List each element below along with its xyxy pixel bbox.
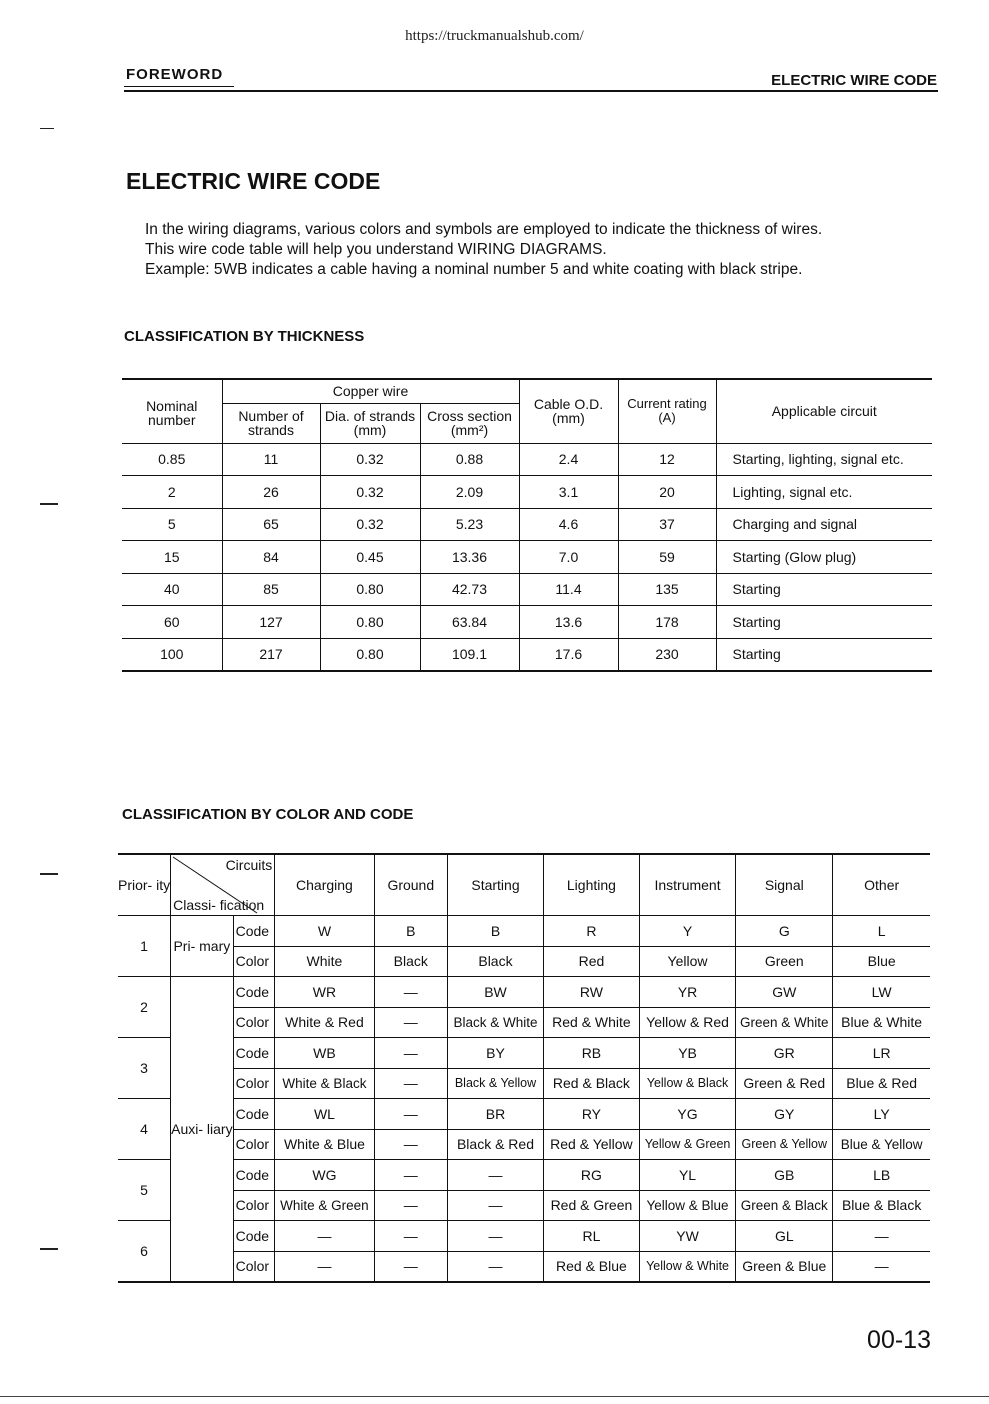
color-value-cell: White & Blue — [275, 1129, 374, 1160]
color-table-row — [118, 1251, 930, 1282]
color-value-cell: Green & Yellow — [736, 1129, 833, 1160]
thickness-table — [122, 378, 932, 672]
code-value-cell: RL — [544, 1221, 640, 1252]
code-value-cell: B — [447, 916, 543, 947]
code-value-cell: Y — [639, 916, 735, 947]
intro-paragraph — [145, 220, 822, 280]
color-value-cell: Black — [447, 946, 543, 977]
code-value-cell: — — [447, 1160, 543, 1191]
color-value-cell: Yellow & White — [639, 1251, 735, 1282]
thickness-cell: 26 — [222, 476, 320, 509]
color-value-cell: White — [275, 946, 374, 977]
color-value-cell: Blue — [833, 946, 930, 977]
color-value-cell: Red — [544, 946, 640, 977]
thickness-row — [122, 541, 932, 574]
thickness-cell: Starting — [716, 606, 932, 639]
color-value-cell: Black — [374, 946, 447, 977]
color-value-cell: Red & Blue — [544, 1251, 640, 1282]
color-value-cell: Green & Red — [736, 1068, 833, 1099]
thickness-cell: 3.1 — [519, 476, 618, 509]
color-table-row — [118, 1190, 930, 1221]
code-value-cell: BR — [447, 1099, 543, 1130]
thickness-cell: 13.36 — [420, 541, 519, 574]
color-value-cell: White & Red — [275, 1007, 374, 1038]
code-value-cell: RB — [544, 1038, 640, 1069]
priority-cell: 6 — [118, 1221, 171, 1283]
code-value-cell: GL — [736, 1221, 833, 1252]
thickness-row — [122, 443, 932, 476]
color-value-cell: Red & White — [544, 1007, 640, 1038]
thickness-cell: 0.80 — [320, 573, 420, 606]
thickness-row — [122, 606, 932, 639]
code-value-cell: B — [374, 916, 447, 947]
header-other: Other — [864, 877, 900, 893]
header-applicable-circuit: Applicable circuit — [771, 403, 877, 420]
code-value-cell: WB — [275, 1038, 374, 1069]
header-circuits: Circuits — [225, 857, 273, 873]
thickness-cell: 37 — [618, 508, 716, 541]
footer-rule — [0, 1396, 989, 1397]
color-value-cell: Blue & Yellow — [833, 1129, 930, 1160]
code-value-cell: W — [275, 916, 374, 947]
thickness-cell: 12 — [618, 443, 716, 476]
code-value-cell: — — [447, 1221, 543, 1252]
color-value-cell: Yellow & Red — [639, 1007, 735, 1038]
code-value-cell: YW — [639, 1221, 735, 1252]
color-value-cell: — — [374, 1007, 447, 1038]
code-value-cell: BW — [447, 977, 543, 1008]
code-value-cell: WR — [275, 977, 374, 1008]
color-label-cell: Color — [233, 1190, 275, 1221]
color-table-row — [118, 916, 930, 947]
thickness-cell: 0.88 — [420, 443, 519, 476]
color-value-cell: — — [374, 1251, 447, 1282]
thickness-cell: 0.32 — [320, 443, 420, 476]
header-current-rating: Current rating (A) — [618, 379, 716, 443]
code-value-cell: GB — [736, 1160, 833, 1191]
color-value-cell: — — [374, 1190, 447, 1221]
thickness-cell: 7.0 — [519, 541, 618, 574]
code-value-cell: YR — [639, 977, 735, 1008]
thickness-cell: 17.6 — [519, 638, 618, 671]
header-instrument: Instrument — [639, 854, 735, 916]
code-value-cell: — — [374, 1221, 447, 1252]
code-value-cell: — — [833, 1221, 930, 1252]
thickness-cell: 127 — [222, 606, 320, 639]
thickness-cell: 0.32 — [320, 508, 420, 541]
thickness-cell: 11 — [222, 443, 320, 476]
header-cable-od: Cable O.D. (mm) — [519, 379, 618, 443]
color-table-row — [118, 1099, 930, 1130]
intro-line: Example: 5WB indicates a cable having a nominal number 5 and white coating with black stripe. — [145, 261, 803, 278]
color-table-row — [118, 1038, 930, 1069]
thickness-cell: 217 — [222, 638, 320, 671]
code-value-cell: BY — [447, 1038, 543, 1069]
thickness-heading: CLASSIFICATION BY THICKNESS — [124, 328, 365, 345]
color-table-row — [118, 1221, 930, 1252]
header-starting: Starting — [447, 854, 543, 916]
color-table-row — [118, 977, 930, 1008]
color-value-cell: Black & Yellow — [447, 1068, 543, 1099]
code-value-cell: LR — [833, 1038, 930, 1069]
code-value-cell: WL — [275, 1099, 374, 1130]
header-topic: ELECTRIC WIRE CODE — [771, 72, 937, 89]
thickness-cell: 84 — [222, 541, 320, 574]
color-table-row — [118, 1007, 930, 1038]
margin-mark — [40, 873, 58, 875]
source-url: https://truckmanualshub.com/ — [405, 28, 584, 44]
header-signal: Signal — [736, 854, 833, 916]
thickness-cell: 60 — [122, 606, 222, 639]
color-value-cell: Green & White — [736, 1007, 833, 1038]
color-value-cell: — — [447, 1190, 543, 1221]
thickness-cell: 135 — [618, 573, 716, 606]
color-value-cell: — — [374, 1129, 447, 1160]
code-label-cell: Code — [233, 916, 275, 947]
thickness-cell: 15 — [122, 541, 222, 574]
thickness-cell: Lighting, signal etc. — [716, 476, 932, 509]
intro-line: This wire code table will help you understand WIRING DIAGRAMS. — [145, 241, 607, 258]
color-value-cell: Blue & Red — [833, 1068, 930, 1099]
thickness-cell: 2 — [122, 476, 222, 509]
color-value-cell: Black & Red — [447, 1129, 543, 1160]
thickness-cell: 100 — [122, 638, 222, 671]
priority-cell: 1 — [118, 916, 171, 977]
thickness-cell: 40 — [122, 573, 222, 606]
color-value-cell: Yellow & Black — [639, 1068, 735, 1099]
color-value-cell: Blue & Black — [833, 1190, 930, 1221]
color-code-table — [118, 853, 930, 1283]
code-value-cell: GY — [736, 1099, 833, 1130]
header-section: FOREWORD — [126, 66, 224, 83]
priority-cell: 5 — [118, 1160, 171, 1221]
color-value-cell: Red & Yellow — [544, 1129, 640, 1160]
margin-mark — [40, 1248, 58, 1250]
header-strands: Number of strands — [222, 403, 320, 443]
thickness-cell: Starting — [716, 638, 932, 671]
priority-cell: 4 — [118, 1099, 171, 1160]
color-label-cell: Color — [233, 1251, 275, 1282]
thickness-cell: 20 — [618, 476, 716, 509]
code-label-cell: Code — [233, 1221, 275, 1252]
color-table-row — [118, 1160, 930, 1191]
thickness-cell: 13.6 — [519, 606, 618, 639]
color-value-cell: Yellow & Blue — [639, 1190, 735, 1221]
header-dia: Dia. of strands (mm) — [320, 403, 420, 443]
header-priority: Prior- ity — [118, 854, 171, 916]
priority-cell: 2 — [118, 977, 171, 1038]
code-value-cell: — — [374, 1160, 447, 1191]
code-label-cell: Code — [233, 1099, 275, 1130]
code-value-cell: RG — [544, 1160, 640, 1191]
code-value-cell: YL — [639, 1160, 735, 1191]
code-value-cell: — — [374, 977, 447, 1008]
margin-mark — [40, 128, 54, 129]
header-cross-section: Cross section (mm²) — [420, 403, 519, 443]
header-underline — [124, 86, 234, 87]
code-value-cell: GR — [736, 1038, 833, 1069]
thickness-cell: 0.80 — [320, 638, 420, 671]
color-value-cell: White & Green — [275, 1190, 374, 1221]
thickness-cell: Starting — [716, 573, 932, 606]
color-value-cell: Green & Blue — [736, 1251, 833, 1282]
thickness-cell: 0.85 — [122, 443, 222, 476]
thickness-cell: 5.23 — [420, 508, 519, 541]
header-nominal: Nominal number — [122, 379, 222, 443]
header-ground: Ground — [374, 854, 447, 916]
header-copper-wire: Copper wire — [222, 379, 519, 403]
thickness-cell: Charging and signal — [716, 508, 932, 541]
color-value-cell: — — [374, 1068, 447, 1099]
color-table-row — [118, 1129, 930, 1160]
header-diagonal — [171, 854, 275, 916]
color-value-cell: Red & Green — [544, 1190, 640, 1221]
code-value-cell: YB — [639, 1038, 735, 1069]
thickness-cell: 85 — [222, 573, 320, 606]
color-value-cell: — — [833, 1251, 930, 1282]
thickness-cell: Starting (Glow plug) — [716, 541, 932, 574]
color-label-cell: Color — [233, 1068, 275, 1099]
code-value-cell: — — [374, 1099, 447, 1130]
thickness-row — [122, 508, 932, 541]
header-rule — [124, 90, 938, 92]
thickness-cell: 63.84 — [420, 606, 519, 639]
page-title: ELECTRIC WIRE CODE — [126, 168, 381, 194]
code-label-cell: Code — [233, 977, 275, 1008]
thickness-table-body — [122, 443, 932, 671]
color-value-cell: Black & White — [447, 1007, 543, 1038]
thickness-row — [122, 573, 932, 606]
thickness-cell: 178 — [618, 606, 716, 639]
code-value-cell: LW — [833, 977, 930, 1008]
thickness-cell: 2.4 — [519, 443, 618, 476]
thickness-cell: 59 — [618, 541, 716, 574]
color-table-body — [118, 854, 930, 1282]
class-primary-cell: Pri- mary — [171, 916, 233, 977]
code-label-cell: Code — [233, 1038, 275, 1069]
code-value-cell: GW — [736, 977, 833, 1008]
thickness-cell: 0.32 — [320, 476, 420, 509]
code-value-cell: R — [544, 916, 640, 947]
thickness-cell: 11.4 — [519, 573, 618, 606]
code-value-cell: RY — [544, 1099, 640, 1130]
thickness-row — [122, 476, 932, 509]
color-label-cell: Color — [233, 1007, 275, 1038]
color-table-row — [118, 946, 930, 977]
code-value-cell: G — [736, 916, 833, 947]
color-table-row — [118, 1068, 930, 1099]
color-value-cell: Yellow — [639, 946, 735, 977]
thickness-cell: 0.80 — [320, 606, 420, 639]
thickness-cell: 42.73 — [420, 573, 519, 606]
intro-line: In the wiring diagrams, various colors and symbols are employed to indicate the thickness of wires. — [145, 221, 823, 238]
code-value-cell: RW — [544, 977, 640, 1008]
color-label-cell: Color — [233, 946, 275, 977]
color-value-cell: — — [275, 1251, 374, 1282]
thickness-cell: 65 — [222, 508, 320, 541]
thickness-cell: Starting, lighting, signal etc. — [716, 443, 932, 476]
color-value-cell: Yellow & Green — [639, 1129, 735, 1160]
thickness-cell: 0.45 — [320, 541, 420, 574]
code-value-cell: — — [275, 1221, 374, 1252]
code-value-cell: L — [833, 916, 930, 947]
class-auxiliary-cell: Auxi- liary — [171, 977, 233, 1283]
margin-mark — [40, 503, 58, 505]
code-label-cell: Code — [233, 1160, 275, 1191]
thickness-cell: 5 — [122, 508, 222, 541]
code-value-cell: WG — [275, 1160, 374, 1191]
color-value-cell: Blue & White — [833, 1007, 930, 1038]
header-classification: Classi- fication — [173, 897, 265, 913]
code-value-cell: — — [374, 1038, 447, 1069]
thickness-row — [122, 638, 932, 671]
color-value-cell: — — [447, 1251, 543, 1282]
header-lighting: Lighting — [544, 854, 640, 916]
color-label-cell: Color — [233, 1129, 275, 1160]
color-value-cell: Red & Black — [544, 1068, 640, 1099]
thickness-cell: 109.1 — [420, 638, 519, 671]
header-charging: Charging — [275, 854, 374, 916]
color-value-cell: Green — [736, 946, 833, 977]
code-value-cell: LY — [833, 1099, 930, 1130]
thickness-cell: 2.09 — [420, 476, 519, 509]
code-value-cell: LB — [833, 1160, 930, 1191]
color-value-cell: Green & Black — [736, 1190, 833, 1221]
priority-cell: 3 — [118, 1038, 171, 1099]
page-number: 00-13 — [867, 1326, 931, 1354]
thickness-cell: 230 — [618, 638, 716, 671]
color-heading: CLASSIFICATION BY COLOR AND CODE — [122, 806, 414, 823]
color-value-cell: White & Black — [275, 1068, 374, 1099]
thickness-cell: 4.6 — [519, 508, 618, 541]
code-value-cell: YG — [639, 1099, 735, 1130]
